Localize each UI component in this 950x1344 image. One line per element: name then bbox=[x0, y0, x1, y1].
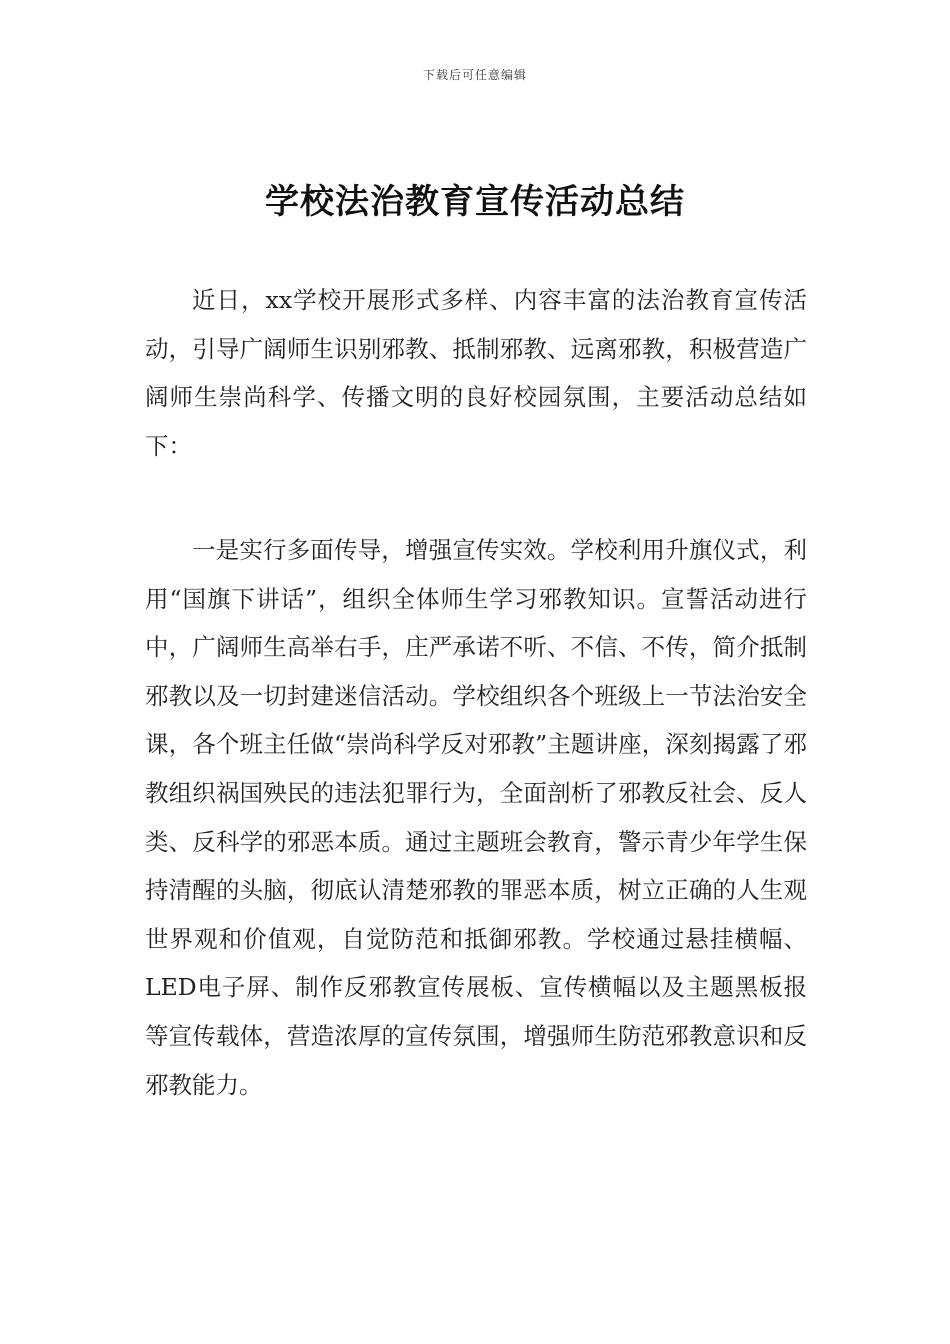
paragraph-intro: 近日，xx学校开展形式多样、内容丰富的法治教育宣传活动，引导广阔师生识别邪教、抵制邪教、远离邪教，积极营造广阔师生崇尚科学、传播文明的良好校园氛围，主要活动总结如下： bbox=[145, 286, 807, 460]
document-title: 学校法治教育宣传活动总结 bbox=[265, 182, 685, 222]
header-note: 下载后可任意编辑 bbox=[422, 68, 527, 82]
paragraph-activity-one: 一是实行多面传导，增强宣传实效。学校利用升旗仪式，利用“国旗下讲话”，组织全体师生学习邪教知识。宣誓活动进行中，广阔师生高举右手，庄严承诺不听、不信、不传，简介抵制邪教以及一切封建迷信活动。学校组织各个班级上一节法治安全课，各个班主任做“崇尚科学反对邪教”主题讲座，深刻揭露了邪教组织祸国殃民的违法犯罪行为，全面剖析了邪教反社会、反人类、反科学的邪恶本质。通过主题班会教育，警示青少年学生保持清醒的头脑，彻底认清楚邪教的罪恶本质，树立正确的人生观世界观和价值观，自觉防范和抵御邪教。学校通过悬挂横幅、LED电子屏、制作反邪教宣传展板、宣传横幅以及主题黑板报等宣传载体，营造浓厚的宣传氛围，增强师生防范邪教意识和反邪教能力。 bbox=[145, 536, 807, 1099]
